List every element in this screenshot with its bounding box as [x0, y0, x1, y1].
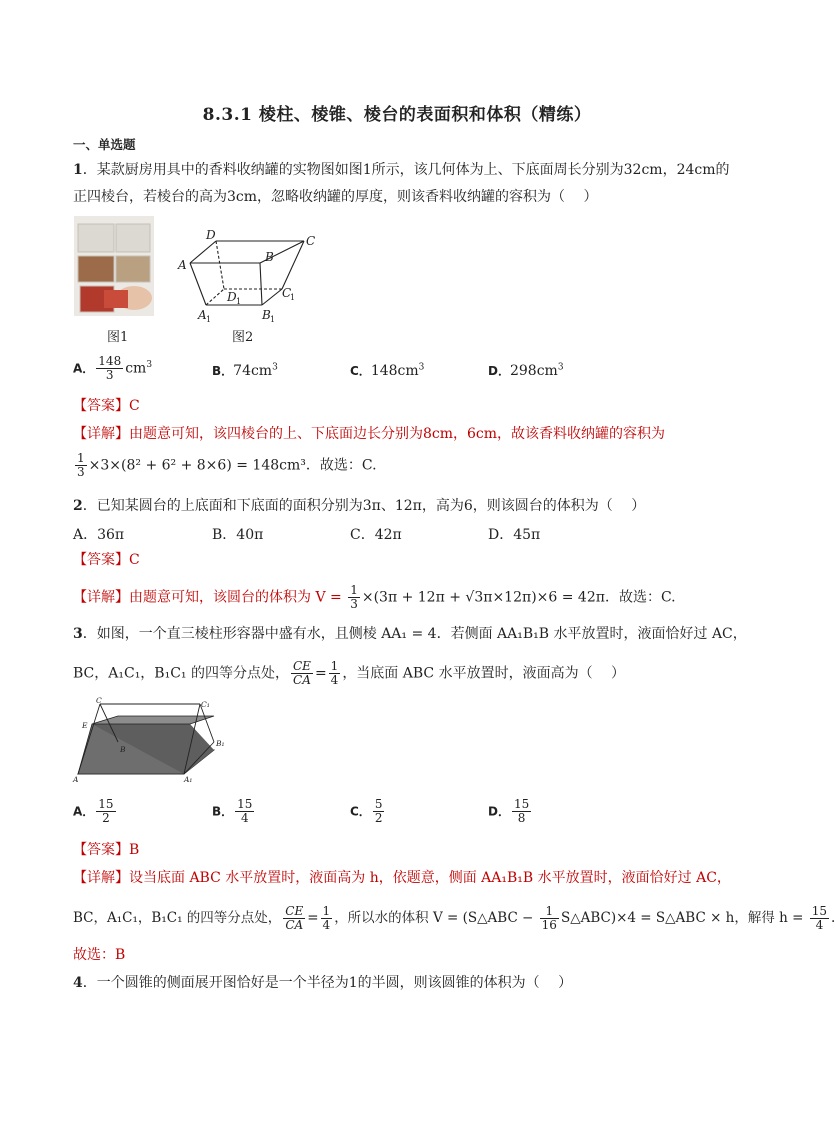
svg-text:1: 1 — [236, 297, 242, 306]
figure2-frustum — [172, 225, 322, 325]
label-D1: D — [227, 290, 237, 304]
q1-option-b[interactable]: B．$74cm^3$ — [212, 362, 278, 379]
label-B: B — [265, 250, 274, 264]
svg-text:1: 1 — [206, 315, 212, 324]
label-C1: C — [282, 286, 292, 300]
section-heading: 一、单选题 — [73, 137, 136, 152]
page-title: 8.3.1 棱柱、棱锥、棱台的表面积和体积（精练） — [202, 105, 592, 125]
figure1-caption: 图1 — [107, 330, 129, 345]
label-C: C — [96, 696, 102, 705]
q1-option-a[interactable]: A． $\frac{148}{3}$ $cm^3$ — [73, 354, 153, 382]
q1-line2: 正四棱台，若棱台的高为3cm，忽略收纳罐的厚度，则该香料收纳罐的容积为（ ） — [73, 189, 598, 205]
edge-BB1 — [260, 263, 262, 305]
label-B1: B₁ — [216, 739, 225, 748]
label-A1: A₁ — [184, 775, 193, 784]
edge-B1C1 — [262, 289, 282, 305]
q1-answer: 【答案】C — [73, 398, 140, 414]
q1-number: 1 — [73, 162, 83, 178]
q2-option-b[interactable]: B．40π — [212, 527, 264, 543]
q1-option-d[interactable]: D．$298cm^3$ — [488, 362, 564, 379]
edge-AA1 — [190, 263, 206, 305]
q3-line2: BC，A₁C₁，B₁C₁ 的四等分点处， $\frac{CE}{CA}$ = $\frac{1}{4}$ ，当底面 ABC 水平放置时，液面高为（ ） — [73, 659, 626, 687]
q3-option-b[interactable]: B． $\frac{15}{4}$ — [212, 797, 253, 825]
q2-option-c[interactable]: C．42π — [350, 527, 402, 543]
label-A: A — [73, 775, 79, 784]
q1-line1 — [73, 160, 730, 180]
q2-text: 2．已知某圆台的上底面和下底面的面积分别为3π、12π，高为6，则该圆台的体积为（ ） — [73, 498, 646, 514]
q3-detail1: 【详解】设当底面 ABC 水平放置时，液面高为 h，依题意，侧面 AA₁B₁B 水平放置时，液面恰好过 AC， — [73, 870, 731, 886]
q3-detail2: BC，A₁C₁，B₁C₁ 的四等分点处， $\frac{CE}{CA}$ = $\frac{1}{4}$ ，所以水的体积 V = (S△ABC − $\frac{1}{16}$ S△ABC)×4 = S△ABC × h，解得 h = $\frac{15}{4}$ . — [73, 904, 835, 932]
label-C: C — [306, 234, 316, 248]
label-B: B — [120, 745, 126, 754]
figure3-prism — [72, 698, 227, 783]
label-E: E — [82, 721, 88, 730]
svg-text:1: 1 — [270, 315, 276, 324]
q2-option-d[interactable]: D．45π — [488, 527, 541, 543]
q3-option-c[interactable]: C． $\frac{5}{2}$ — [350, 797, 383, 825]
label-B1: B — [262, 308, 271, 322]
q2-answer: 【答案】C — [73, 552, 140, 568]
label-D: D — [206, 228, 216, 242]
q3-final: 故选：B — [73, 947, 126, 963]
edge-C1B1 — [200, 704, 214, 742]
q1-text1: ．某款厨房用具中的香料收纳罐的实物图如图1所示，该几何体为上、下底面周长分别为32cm，24cm的 — [82, 162, 730, 178]
q2-detail: 【详解】由题意可知，该圆台的体积为 V = $\frac{1}{3}$ ×(3π + 12π + √3π×12π)×6 = 42π．故选：C. — [73, 583, 676, 611]
q2-option-a[interactable]: A．36π — [73, 527, 125, 543]
edge-A1D1 — [206, 289, 224, 305]
q3-line1: 3．如图，一个直三棱柱形容器中盛有水，且侧棱 AA₁ = 4．若侧面 AA₁B₁B 水平放置时，液面恰好过 AC， — [73, 626, 747, 642]
q3-answer: 【答案】B — [73, 842, 140, 858]
q3-option-a[interactable]: A． $\frac{15}{2}$ — [73, 797, 114, 825]
q4-text: 4．一个圆锥的侧面展开图恰好是一个半径为1的半圆，则该圆锥的体积为（ ） — [73, 975, 573, 991]
edge-CC1 — [282, 241, 304, 289]
edge-AD — [190, 241, 216, 263]
label-A: A — [178, 258, 187, 272]
q1-option-c[interactable]: C．$148cm^3$ — [350, 362, 425, 379]
svg-text:1: 1 — [290, 293, 296, 302]
label-C1: C₁ — [201, 700, 210, 709]
q1-detail2: $\frac{1}{3}$ ×3×(8² + 6² + 8×6) = 148cm³．故选：C. — [77, 451, 377, 479]
figure2-caption: 图2 — [232, 330, 254, 345]
label-A1: A — [198, 308, 207, 322]
q3-option-d[interactable]: D． $\frac{15}{8}$ — [488, 797, 530, 825]
figure1-photo — [74, 216, 154, 316]
q1-detail1: 【详解】由题意可知，该四棱台的上、下底面边长分别为8cm，6cm，故该香料收纳罐的容积为 — [73, 426, 666, 442]
edge-DD1 — [216, 241, 224, 289]
